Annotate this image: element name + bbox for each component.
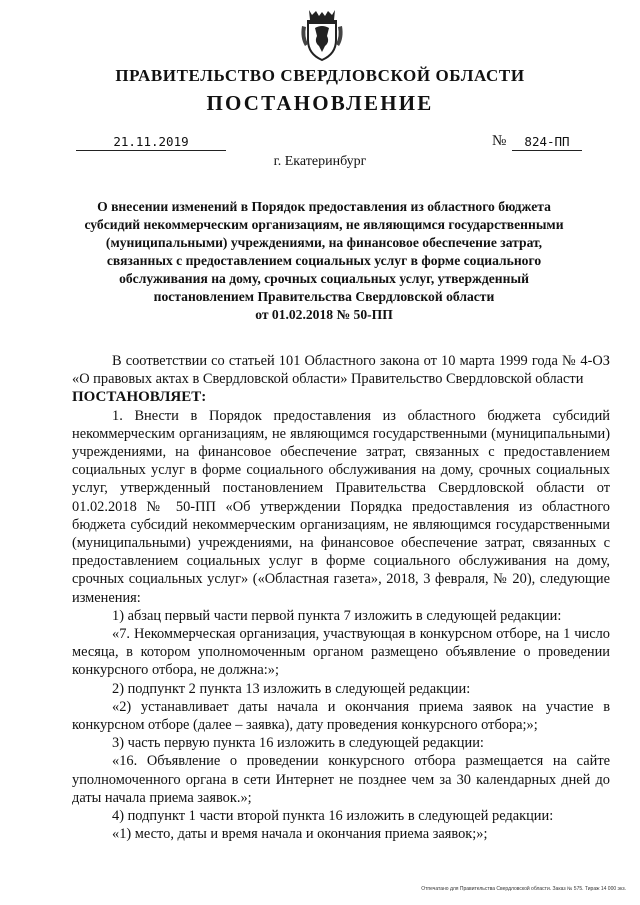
change-3: 3) часть первую пункта 16 изложить в следующей редакции: [112,735,484,752]
change-1: 1) абзац первый части первой пункта 7 изложить в следующей редакции: [112,607,562,624]
paragraph-1: 1. Внести в Порядок предоставления из областного бюджета субсидий некоммерческим организациям, не являющимся государственными (муниципальными) учреждениями, на финансовое обеспечение затрат, связанных с предоставлением социальных услуг в форме социального обслуживания на дому, срочных социальных услуг, утвержденный постановлением Правительства Свердловской области от 01.02.2018 № 50-ПП «Об утверждении Порядка предоставления из областного бюджета субсидий некоммерческим организациям, не являющимся государственными (муниципальными) учреждениями, на финансовое обеспечение затрат, связанных с предоставлением социальных услуг в форме социального обслуживания на дому, срочных социальных услуг» («Областная газета», 2018, 3 февраля, № 20), следующие изменения: [72,407,610,606]
change-2: 2) подпункт 2 пункта 13 изложить в следующей редакции: [112,680,471,697]
title-line: от 01.02.2018 № 50-ПП [255,307,393,322]
title-line: О внесении изменений в Порядок предоставления из областного бюджета [97,199,551,214]
title-line: связанных с предоставлением социальных услуг в форме социального [106,253,542,268]
document-type: ПОСТАНОВЛЕНИЕ [206,91,434,115]
change-4: 4) подпункт 1 части второй пункта 16 изложить в следующей редакции: [112,808,554,825]
city: г. Екатеринбург [273,154,367,169]
resolves-heading: ПОСТАНОВЛЯЕТ: [72,389,207,406]
quote-4: «1) место, даты и время начала и окончания приема заявок;»; [112,826,488,843]
coat-of-arms-icon [299,6,345,62]
decree-date: 21.11.2019 [76,134,226,151]
decree-title [80,198,568,324]
decree-number: 824-ПП [512,134,582,151]
quote-2: «2) устанавливает даты начала и окончания приема заявок на участие в конкурсном отборе (далее – заявка), дату проведения конкурсного отбора;»; [72,698,610,734]
print-footer: Отпечатано для Правительства Свердловской области. Заказ № 575. Тираж 14 000 экз. [421,886,626,892]
title-line: субсидий некоммерческим организациям, не являющимся государственными [84,217,564,232]
title-line: постановлением Правительства Свердловской области [153,289,495,304]
decree-body [72,352,610,843]
government-name: ПРАВИТЕЛЬСТВО СВЕРДЛОВСКОЙ ОБЛАСТИ [115,66,525,85]
number-label: № [492,133,507,149]
title-line: (муниципальными) учреждениями, на финансовое обеспечение затрат, [105,235,543,250]
title-line: обслуживания на дому, срочных социальных услуг, утвержденный [119,271,529,286]
quote-1: «7. Некоммерческая организация, участвующая в конкурсном отборе, на 1 число месяца, в котором уполномоченным органом размещено объявление о проведении конкурсного отбора, не должна:»; [72,626,610,679]
quote-3: «16. Объявление о проведении конкурсного отбора размещается на сайте уполномоченного органа в сети Интернет не позднее чем за 30 календарных дней до даты начала приема заявок.»; [72,753,610,806]
preamble: В соответствии со статьей 101 Областного закона от 10 марта 1999 года № 4-ОЗ «О правовых актах в Свердловской области» Правительство Свердловской области [72,353,610,388]
